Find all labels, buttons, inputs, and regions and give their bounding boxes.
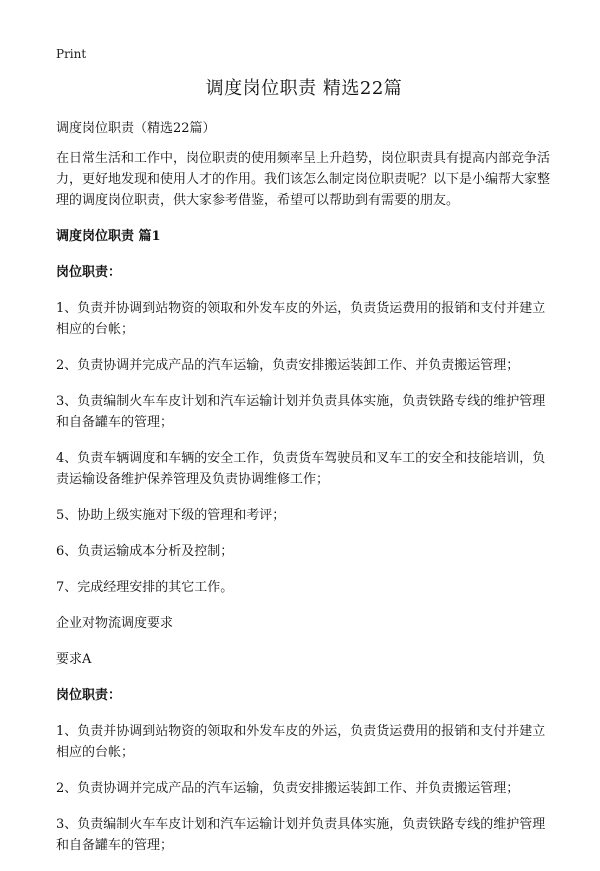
- intro-paragraph: 在日常生活和工作中，岗位职责的使用频率呈上升趋势，岗位职责具有提高内部竞争活力，更好地发现和使用人才的作用。我们该怎么制定岗位职责呢？以下是小编帮大家整理的调度岗位职责，供大家参考借鉴，希望可以帮助到有需要的朋友。: [56, 151, 551, 208]
- duties-heading: 岗位职责：: [56, 688, 122, 703]
- duty-item: 2、负责协调并完成产品的汽车运输，负责安排搬运装卸工作、并负责搬运管理；: [56, 358, 520, 373]
- duty-item: 3、负责编制火车车皮计划和汽车运输计划并负责具体实施，负责铁路专线的维护管理和自备罐车的管理；: [56, 817, 546, 853]
- page-title: 调度岗位职责 精选22篇: [205, 78, 403, 99]
- duty-item: 5、协助上级实施对下级的管理和考评；: [56, 508, 286, 523]
- document-body: [56, 118, 552, 871]
- requirement-paragraph: 要求A: [56, 652, 92, 667]
- section-heading: 调度岗位职责 篇1: [56, 229, 161, 244]
- duty-item: 3、负责编制火车车皮计划和汽车运输计划并负责具体实施，负责铁路专线的维护管理和自备罐车的管理；: [56, 394, 546, 430]
- duty-item: 2、负责协调并完成产品的汽车运输，负责安排搬运装卸工作、并负责搬运管理；: [56, 781, 520, 796]
- duties-heading: 岗位职责：: [56, 265, 122, 280]
- print-link[interactable]: Print: [56, 47, 87, 61]
- duty-item: 1、负责并协调到站物资的领取和外发车皮的外运，负责货运费用的报销和支付并建立相应的台帐；: [56, 724, 546, 760]
- duty-item: 7、完成经理安排的其它工作。: [56, 580, 234, 595]
- duty-item: 4、负责车辆调度和车辆的安全工作，负责货车驾驶员和叉车工的安全和技能培训，负责运输设备维护保养管理及负责协调维修工作；: [56, 451, 546, 487]
- logistics-paragraph: 企业对物流调度要求: [56, 616, 174, 631]
- document-subtitle: 调度岗位职责（精选22篇）: [56, 121, 216, 136]
- duty-item: 1、负责并协调到站物资的领取和外发车皮的外运，负责货运费用的报销和支付并建立相应的台帐；: [56, 301, 546, 337]
- duty-item: 6、负责运输成本分析及控制；: [56, 544, 234, 559]
